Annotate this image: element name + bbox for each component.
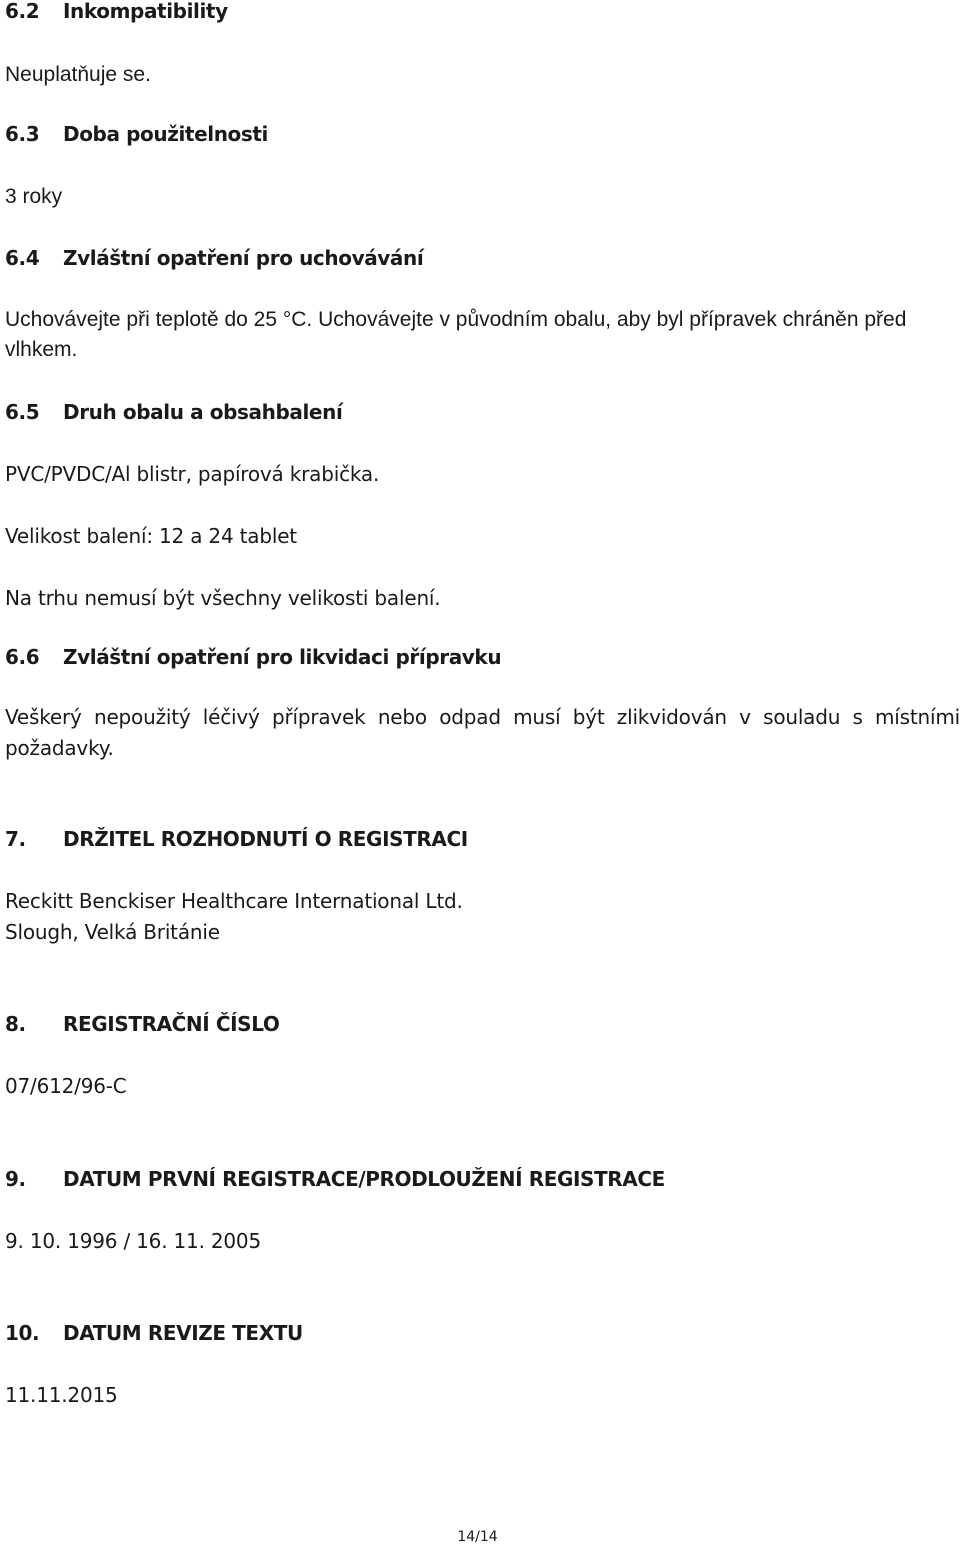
section-6-5-heading (5, 397, 342, 428)
section-title: Doba použitelnosti (63, 122, 268, 146)
section-number: 10. (5, 1321, 40, 1345)
section-number: 6.3 (5, 122, 40, 146)
section-number: 8. (5, 1012, 26, 1036)
section-6-6-heading (5, 642, 501, 673)
section-title: Zvláštní opatření pro likvidaci přípravku (63, 645, 502, 669)
section-9-body: 9. 10. 1996 / 16. 11. 2005 (5, 1229, 261, 1253)
section-title: Zvláštní opatření pro uchovávání (63, 246, 424, 270)
section-6-5-body-note: Na trhu nemusí být všechny velikosti balení. (5, 586, 441, 610)
section-7-heading (5, 824, 468, 855)
section-number: 6.6 (5, 645, 40, 669)
section-title: Inkompatibility (63, 0, 228, 23)
section-6-4-heading (5, 243, 423, 274)
section-number: 7. (5, 827, 26, 851)
page-number: 14/14 (457, 1529, 498, 1545)
section-6-5-body-pack-size: Velikost balení: 12 a 24 tablet (5, 524, 297, 548)
section-title: REGISTRAČNÍ ČÍSLO (63, 1012, 280, 1036)
section-6-3-body: 3 roky (5, 185, 63, 208)
section-number: 6.4 (5, 246, 40, 270)
section-title: Druh obalu a obsahbalení (63, 400, 343, 424)
section-6-2-heading (5, 0, 228, 27)
section-title: DATUM PRVNÍ REGISTRACE/PRODLOUŽENÍ REGISTRACE (63, 1167, 665, 1191)
section-6-2-body: Neuplatňuje se. (5, 63, 151, 86)
section-9-heading (5, 1164, 665, 1195)
section-8-heading (5, 1009, 279, 1040)
section-10-heading (5, 1318, 303, 1349)
section-7-holder-name: Reckitt Benckiser Healthcare International Ltd. (5, 889, 463, 913)
section-10-body: 11.11.2015 (5, 1383, 118, 1407)
section-6-3-heading (5, 119, 268, 150)
section-6-5-body-material: PVC/PVDC/Al blistr, papírová krabička. (5, 462, 380, 486)
section-title: DATUM REVIZE TEXTU (63, 1321, 303, 1345)
section-8-body: 07/612/96-C (5, 1074, 127, 1098)
section-number: 6.2 (5, 0, 40, 23)
section-number: 6.5 (5, 400, 40, 424)
section-title: DRŽITEL ROZHODNUTÍ O REGISTRACI (63, 827, 468, 851)
section-6-6-body: Veškerý nepoužitý léčivý přípravek nebo odpad musí být zlikvidován v souladu s místními požadavky. (5, 705, 960, 760)
section-6-4-body: Uchovávejte při teplotě do 25 °C. Uchovávejte v původním obalu, aby byl přípravek chráněn před vlhkem. (5, 308, 907, 361)
section-7-holder-address: Slough, Velká Británie (5, 920, 220, 944)
section-number: 9. (5, 1167, 26, 1191)
